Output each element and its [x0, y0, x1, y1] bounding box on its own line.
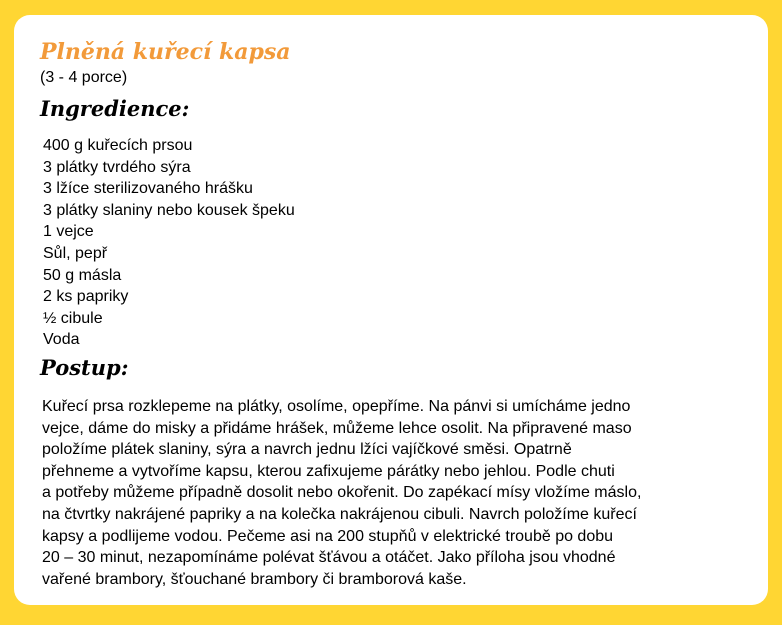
recipe-title: Plněná kuřecí kapsa [40, 39, 291, 65]
ingredient-item: Voda [43, 331, 80, 349]
procedure-line: vejce, dáme do misky a přidáme hrášek, můžeme lehce osolit. Na připravené maso [42, 419, 632, 437]
ingredient-item: 3 plátky slaniny nebo kousek špeku [43, 201, 295, 219]
ingredient-item: ½ cibule [43, 309, 103, 327]
ingredient-item: Sůl, pepř [43, 244, 108, 262]
procedure-line: 20 – 30 minut, nezapomínáme polévat šťávou a otáčet. Jako příloha jsou vhodné [42, 549, 616, 567]
procedure-line: kapsy a podlijeme vodou. Pečeme asi na 200 stupňů v elektrické troubě po dobu [42, 527, 614, 545]
procedure-line: vařené brambory, šťouchané brambory či bramborová kaše. [42, 570, 467, 588]
procedure-line: položíme plátek slaniny, sýra a navrch jednu lžíci vajíčkové směsi. Opatrně [42, 441, 572, 459]
ingredient-item: 1 vejce [43, 223, 94, 241]
procedure-heading: Postup: [40, 355, 129, 380]
ingredient-item: 3 plátky tvrdého sýra [43, 158, 191, 176]
ingredients-heading: Ingredience: [40, 96, 190, 121]
ingredient-item: 3 lžíce sterilizovaného hrášku [43, 180, 253, 198]
ingredient-item: 2 ks papriky [43, 288, 129, 306]
portions-text: (3 - 4 porce) [40, 69, 128, 86]
procedure-line: Kuřecí prsa rozklepeme na plátky, osolíme, opepříme. Na pánvi si umícháme jedno [42, 398, 631, 415]
ingredients-list [43, 135, 295, 351]
procedure-line: přehneme a vytvoříme kapsu, kterou zafixujeme párátky nebo jehlou. Podle chuti [42, 462, 615, 480]
procedure-line: na čtvrtky nakrájené papriky a na kolečka nakrájenou cibuli. Navrch položíme kuřecí [42, 505, 637, 523]
ingredient-item: 50 g másla [43, 266, 122, 284]
procedure-text [42, 396, 641, 590]
ingredient-item: 400 g kuřecích prsou [43, 137, 193, 154]
procedure-line: a potřeby můžeme případně dosolit nebo okořenit. Do zapékací mísy vložíme máslo, [42, 484, 642, 502]
